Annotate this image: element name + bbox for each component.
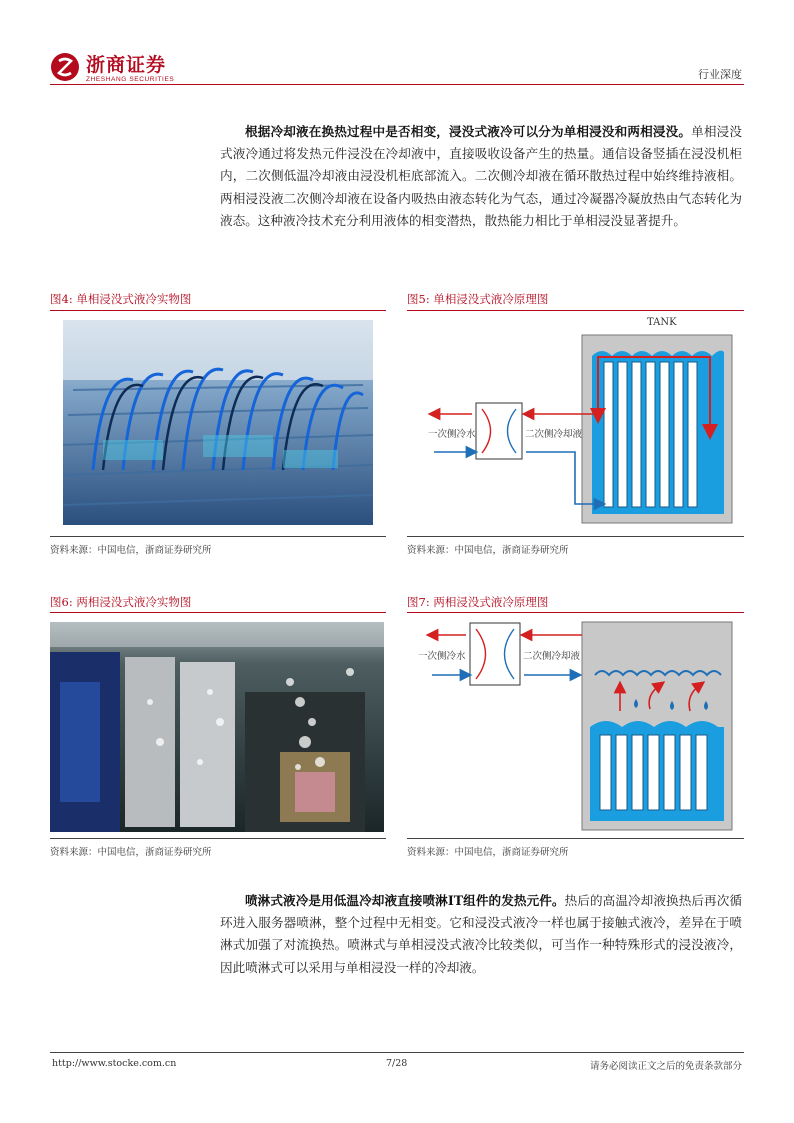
figure-caption: 图4: 单相浸没式液冷实物图	[50, 292, 192, 306]
tank-label: TANK	[647, 317, 677, 328]
header-rule	[50, 84, 744, 85]
figure-rule	[50, 838, 386, 839]
secondary-coolant-label: 二次侧冷却液	[523, 651, 581, 662]
figure-source: 资料来源：中国电信，浙商证券研究所	[407, 545, 569, 556]
figure-caption: 图5: 单相浸没式液冷原理图	[407, 292, 549, 306]
figure-rule	[50, 536, 386, 537]
footer-url[interactable]: http://www.stocke.com.cn	[52, 1058, 177, 1069]
single-phase-schematic	[410, 312, 744, 527]
figure-rule	[50, 310, 386, 311]
secondary-coolant-label: 二次侧冷却液	[525, 429, 583, 440]
company-logo-icon	[50, 52, 80, 82]
figure-source: 资料来源：中国电信，浙商证券研究所	[50, 847, 212, 858]
figure-rule	[407, 838, 744, 839]
primary-water-label: 一次侧冷水	[428, 429, 476, 440]
company-name: 浙商证券	[86, 54, 167, 76]
company-subname: ZHESHANG SECURITIES	[86, 76, 175, 83]
report-type: 行业深度	[698, 68, 742, 81]
paragraph-body: 单相浸没式液冷通过将发热元件浸没在冷却液中，直接吸收设备产生的热量。通信设备竖插在浸没机柜内，二次侧低温冷却液由浸没机柜底部流入。二次侧冷却液在循环散热过程中始终维持液相。两相浸没液二次侧冷却液在设备内吸热由液态转化为气态，通过冷凝器冷凝放热由气态转化为液态。这种液冷技术充分利用液体的相变潜热，散热能力相比于单相浸没显著提升。	[220, 124, 743, 228]
heat-exchanger	[470, 623, 520, 685]
footer-disclaimer: 请务必阅读正文之后的免责条款部分	[589, 1061, 742, 1072]
two-phase-schematic	[410, 615, 744, 835]
two-phase-immersion-photo	[50, 622, 384, 832]
figure-caption: 图6: 两相浸没式液冷实物图	[50, 595, 192, 609]
page-number: 7/28	[386, 1058, 408, 1069]
paragraph-spray-cooling	[220, 890, 742, 979]
paragraph-body: 热后的高温冷却液换热后再次循环进入服务器喷淋，整个过程中无相变。它和浸没式液冷一样也属于接触式液冷，差异在于喷淋式加强了对流换热。喷淋式与单相浸没式液冷比较类似，可当作一种特殊形式的浸没液冷，因此喷淋式可以采用与单相浸没一样的冷却液。	[220, 893, 743, 975]
primary-water-label: 一次侧冷水	[418, 651, 466, 662]
paragraph-lead: 喷淋式液冷是用低温冷却液直接喷淋IT组件的发热元件。	[245, 893, 565, 908]
figure-source: 资料来源：中国电信，浙商证券研究所	[407, 847, 569, 858]
figure-rule	[407, 612, 744, 613]
paragraph-lead: 根据冷却液在换热过程中是否相变，浸没式液冷可以分为单相浸没和两相浸没。	[245, 124, 692, 139]
single-phase-immersion-photo	[63, 320, 373, 525]
figure-caption: 图7: 两相浸没式液冷原理图	[407, 595, 549, 609]
footer-rule	[50, 1052, 744, 1053]
figure-source: 资料来源：中国电信，浙商证券研究所	[50, 545, 212, 556]
figure-rule	[407, 536, 744, 537]
paragraph-single-vs-two-phase	[220, 121, 742, 232]
figure-rule	[407, 310, 744, 311]
figure-rule	[50, 612, 386, 613]
